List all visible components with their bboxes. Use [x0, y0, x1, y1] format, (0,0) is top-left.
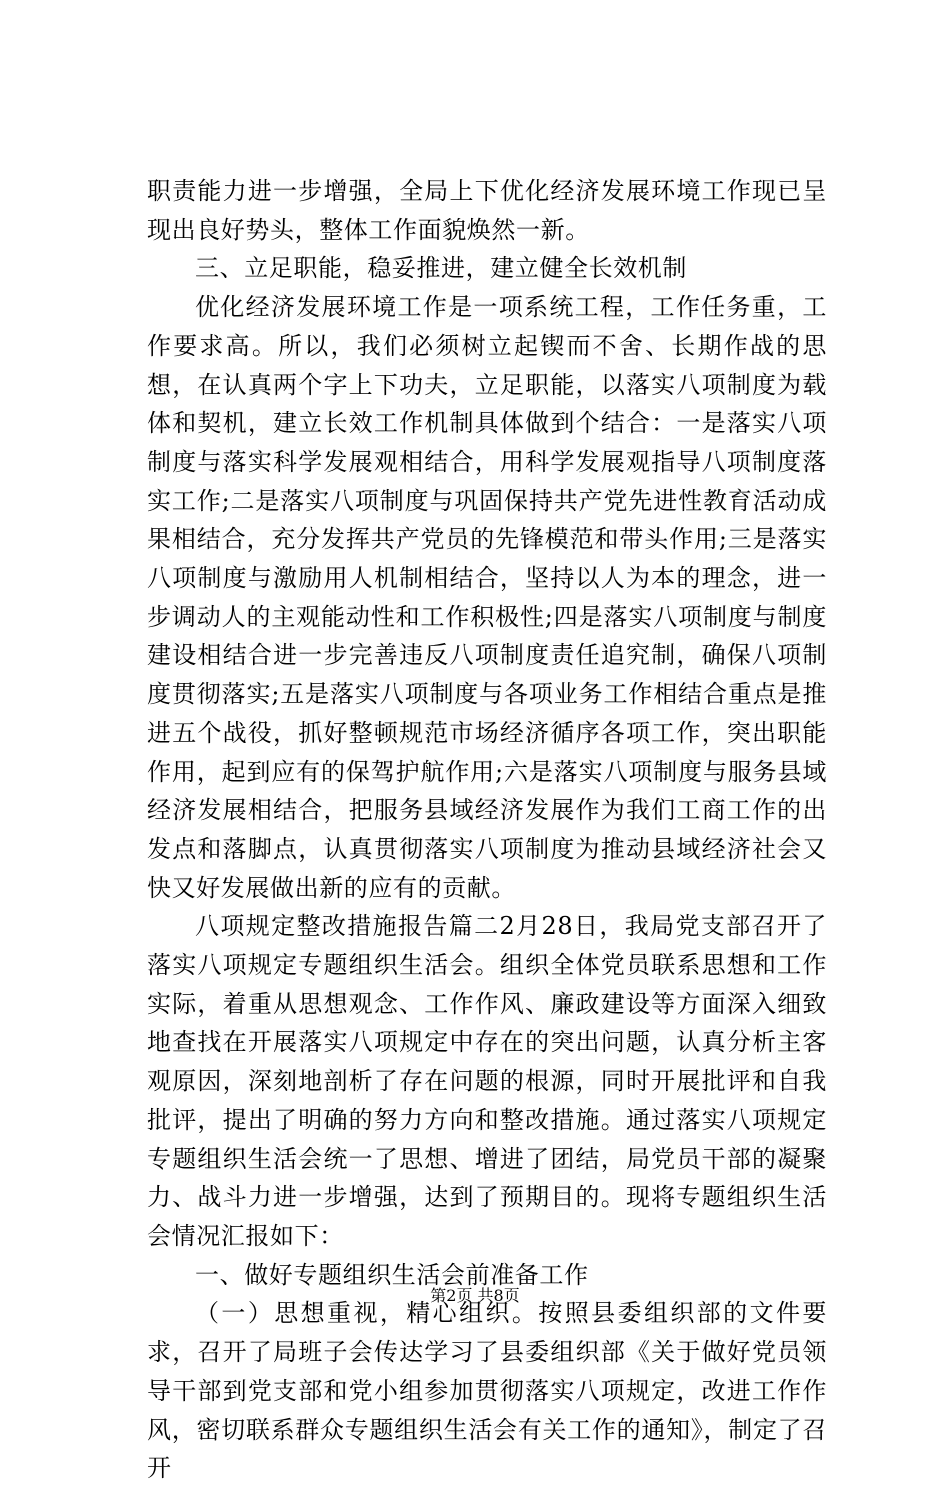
paragraph-mechanism: 优化经济发展环境工作是一项系统工程，工作任务重，工作要求高。所以，我们必须树立起锲而不舍、长期作战的思想，在认真两个字上下功夫，立足职能，以落实八项制度为载体和契机，建立长效工作机制具体做到个结合：一是落实八项制度与落实科学发展观相结合，用科学发展观指导八项制度落实工作;二是落实八项制度与巩固保持共产党先进性教育活动成果相结合，充分发挥共产党员的先锋模范和带头作用;三是落实八项制度与激励用人机制相结合，坚持以人为本的理念，进一步调动人的主观能动性和工作积极性;四是落实八项制度与制度建设相结合进一步完善违反八项制度责任追究制，确保八项制度贯彻落实;五是落实八项制度与各项业务工作相结合重点是推进五个战役，抓好整顿规范市场经济循序各项工作，突出职能作用，起到应有的保驾护航作用;六是落实八项制度与服务县域经济发展相结合，把服务县域经济发展作为我们工商工作的出发点和落脚点，认真贯彻落实八项制度为推动县域经济社会又快又好发展做出新的应有的贡献。	[147, 293, 827, 902]
paragraph-1: 职责能力进一步增强，全局上下优化经济发展环境工作现已呈现出良好势头，整体工作面貌焕然一新。	[147, 177, 827, 244]
page-footer: 第2页 共8页	[430, 1286, 520, 1305]
section-heading-1: 一、做好专题组织生活会前准备工作	[195, 1260, 589, 1289]
section-heading-3: 三、立足职能，稳妥推进，建立健全长效机制	[195, 254, 687, 283]
paragraph-report-two: 八项规定整改措施报告篇二2月28日，我局党支部召开了落实八项规定专题组织生活会。组织全体党员联系思想和工作实际，着重从思想观念、工作作风、廉政建设等方面深入细致地查找在开展落实八项规定中存在的突出问题，认真分析主客观原因，深刻地剖析了存在问题的根源，同时开展批评和自我批评，提出了明确的努力方向和整改措施。通过落实八项规定专题组织生活会统一了思想、增进了团结，局党员干部的凝聚力、战斗力进一步增强，达到了预期目的。现将专题组织生活会情况汇报如下：	[147, 912, 827, 1250]
paragraph-preparation: （一）思想重视，精心组织。按照县委组织部的文件要求，召开了局班子会传达学习了县委组织部《关于做好党员领导干部到党支部和党小组参加贯彻落实八项规定，改进工作作风，密切联系群众专题组织生活会有关工作的通知》，制定了召开	[147, 1299, 827, 1483]
